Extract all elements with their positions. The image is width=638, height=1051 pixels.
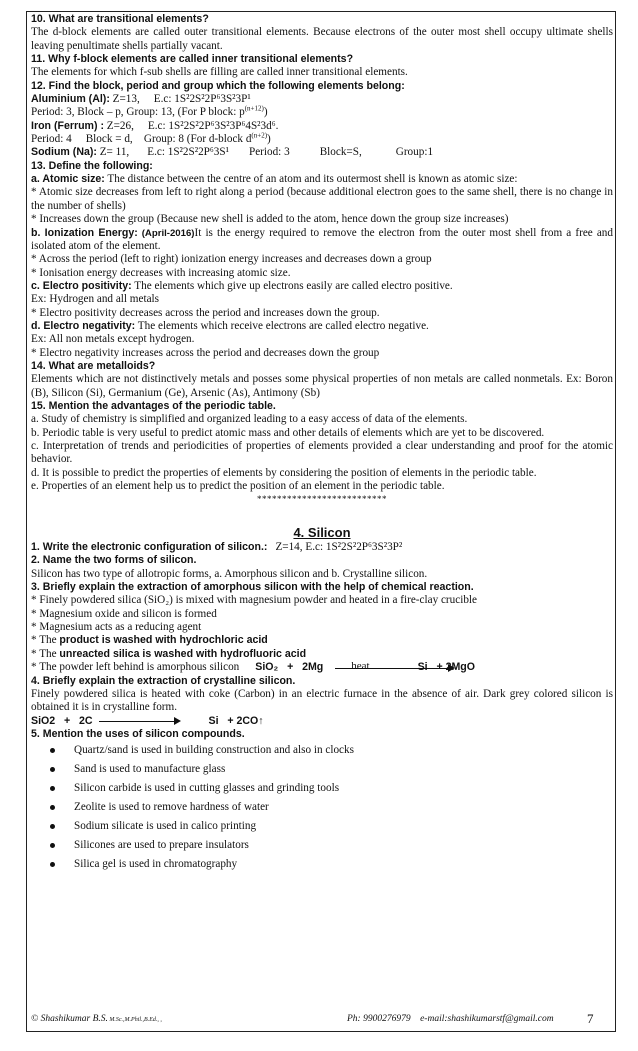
iron-z: Z=26, (106, 119, 134, 132)
q15-title: 15. Mention the advantages of the periodic table. (31, 399, 276, 412)
iron-sup: (n+2) (251, 131, 268, 140)
electronegativity-label: d. Electro negativity: (31, 319, 136, 332)
sodium-period: Period: 3 (248, 146, 290, 159)
sodium-z: Z= 11, (99, 146, 130, 159)
iron-details-text: Period: 4 Block = d, Group: 8 (For d-block d (31, 133, 252, 146)
q10-text: The d-block elements are called outer transitional elements. Because electrons of the outer most shell occupy ultimate shells leaving penultimate shells partially vacant. (31, 26, 613, 52)
electropositivity-label: c. Electro positivity: (31, 279, 132, 292)
q12-title: 12. Find the block, period and group which the following elements belong: (31, 79, 405, 92)
q15-a: a. Study of chemistry is simplified and organized leading to a easy access of data of the elements. (31, 413, 468, 426)
ionization-point-2: * Ionisation energy decreases with increasing atomic size. (31, 266, 291, 279)
list-item-text: Quartz/sand is used in building construction and also in clocks (74, 744, 354, 757)
s3-title: 3. Briefly explain the extraction of amorphous silicon with the help of chemical reaction. (31, 581, 474, 594)
list-item-text: Silicones are used to prepare insulators (74, 839, 249, 852)
iron-details (31, 133, 613, 146)
aluminium-details (31, 106, 613, 119)
electropositivity-def (31, 280, 613, 293)
list-item-text: Sand is used to manufacture glass (74, 763, 226, 776)
atomic-size-point-2: * Increases down the group (Because new shell is added to the atom, hence down the group size increases) (31, 213, 509, 226)
sodium-block: Block=S, (319, 146, 362, 159)
list-item-text: Zeolite is used to remove hardness of water (74, 801, 269, 814)
electronegativity-def (31, 320, 613, 333)
reaction-arrow-icon (99, 717, 181, 725)
s3-line-5 (31, 648, 613, 661)
list-item-text: Silicon carbide is used in cutting glasses and grinding tools (74, 782, 340, 795)
s3-line-4-b: product is washed with hydrochloric acid (59, 634, 268, 647)
q15-c: c. Interpretation of trends and periodicities of properties of elements provided a clear understanding and proof for the atomic behavior. (31, 440, 613, 466)
footer-contact: Ph: 9900276979 e-mail:shashikumarstf@gmail.com (347, 1014, 554, 1024)
list-item (31, 741, 613, 760)
q14-text: Elements which are not distinctively metals and posses some physical properties of non metals are called nonmetals. Ex: Boron (B), Silicon (Si), Germanium (Ge), Arsenic (As), Antimony (Sb) (31, 373, 613, 399)
bullet-icon (50, 843, 55, 848)
amorphous-reaction-right: Si + 2MgO (417, 661, 476, 674)
aluminium-details-text: Period: 3, Block – p, Group: 13, (For P block: p (31, 106, 245, 119)
crystalline-reaction-left: SiO2 + 2C (31, 714, 93, 727)
ionization-april: (April-2016) (137, 227, 195, 239)
ionization-label: b. Ionization Energy: (31, 226, 138, 239)
iron-name: Iron (Ferrum) : (31, 119, 104, 132)
list-item (31, 855, 613, 874)
bullet-icon (50, 767, 55, 772)
s2-text: Silicon has two type of allotropic forms, a. Amorphous silicon and b. Crystalline silicon. (31, 567, 428, 580)
aluminium-name: Aluminium (Al): (31, 93, 110, 106)
atomic-size-text: The distance between the centre of an atom and its outermost shell is known as atomic size: (104, 173, 518, 186)
s3-line-3: * Magnesium acts as a reducing agent (31, 621, 202, 634)
footer-author (31, 1014, 162, 1024)
author-name: © Shashikumar B.S. (31, 1014, 108, 1024)
bullet-icon (50, 824, 55, 829)
aluminium-details-end: ) (263, 106, 268, 119)
list-item (31, 798, 613, 817)
list-item (31, 779, 613, 798)
s4-title: 4. Briefly explain the extraction of crystalline silicon. (31, 674, 296, 687)
iron-config: E.c: 1S²2S²2P⁶3S²3P⁶4S²3d⁶. (147, 119, 279, 132)
iron-line (31, 120, 613, 133)
s3-line-6-text: * The powder left behind is amorphous silicon (31, 661, 240, 674)
electropositivity-point-1: * Electro positivity decreases across the period and increases down the group. (31, 306, 380, 319)
s3-line-4 (31, 634, 613, 647)
electronegativity-point-1: * Electro negativity increases across the period and decreases down the group (31, 346, 380, 359)
iron-details-end: ) (267, 133, 271, 146)
page-number: 7 (587, 1011, 594, 1026)
ionization-point-1: * Across the period (left to right) ionization energy increases and decreases down a group (31, 253, 432, 266)
q11-text: The elements for which f-sub shells are filling are called inner transitional elements. (31, 66, 408, 79)
bullet-icon (50, 862, 55, 867)
q10-title: 10. What are transitional elements? (31, 13, 209, 25)
electronegativity-example: Ex: All non metals except hydrogen. (31, 333, 195, 346)
s2-title: 2. Name the two forms of silicon. (31, 554, 197, 567)
q13-title: 13. Define the following: (31, 159, 153, 172)
section-heading: 4. Silicon (293, 524, 351, 540)
atomic-size-point-1: * Atomic size decreases from left to right along a period (because additional electron goes to the same shell, there is no change in the number of shells) (31, 186, 613, 212)
aluminium-line (31, 93, 613, 106)
electropositivity-text: The elements which give up electrons easily are called electro positive. (131, 279, 453, 292)
author-qualifications: M.Sc.,M.Phil.,B.Ed., , (107, 1017, 162, 1023)
q15-b: b. Periodic table is very useful to predict atomic mass and other details of elements which are yet to be discovered. (31, 426, 545, 439)
list-item (31, 760, 613, 779)
s1-line (31, 541, 613, 554)
aluminium-config: E.c: 1S²2S²2P⁶3S²3P¹ (153, 93, 251, 106)
bullet-icon (50, 786, 55, 791)
aluminium-z: Z=13, (112, 93, 140, 106)
s5-title: 5. Mention the uses of silicon compounds. (31, 727, 245, 740)
sodium-group: Group:1 (395, 146, 434, 159)
sodium-name: Sodium (Na): (31, 146, 97, 159)
uses-list (31, 741, 613, 874)
electropositivity-example: Ex: Hydrogen and all metals (31, 293, 160, 306)
document-body (31, 13, 613, 874)
atomic-size-label: a. Atomic size: (31, 173, 105, 186)
crystalline-reaction-right: Si + 2CO↑ (208, 714, 264, 727)
s1-text: Z=14, E.c: 1S²2S²2P⁶3S²3P² (275, 541, 403, 554)
heat-label: heat (351, 660, 370, 673)
bullet-icon (50, 805, 55, 810)
electronegativity-text: The elements which receive electrons are called electro negative. (135, 319, 429, 332)
aluminium-sup: (n+12) (244, 104, 264, 113)
q11-title: 11. Why f-block elements are called inner transitional elements? (31, 53, 354, 66)
ionization-text: It is the energy required to remove the electron from the outer most shell from a free and isolated atom of the element. (31, 226, 613, 252)
s3-line-5-a: * The (31, 647, 60, 660)
sodium-config: E.c: 1S²2S²2P⁶3S¹ (147, 146, 229, 159)
list-item-text: Silica gel is used in chromatography (74, 858, 238, 871)
s3-line-6 (31, 661, 613, 674)
list-item (31, 817, 613, 836)
s1-title: 1. Write the electronic configuration of silicon.: (31, 541, 268, 554)
q14-title: 14. What are metalloids? (31, 359, 156, 372)
ionization-def (31, 227, 613, 254)
atomic-size-def (31, 173, 613, 186)
list-item-text: Sodium silicate is used in calico printing (74, 820, 257, 833)
s3-line-1: * Finely powdered silica (SiO₂) is mixed with magnesium powder and heated in a fire-clay crucible (31, 594, 477, 607)
sodium-line (31, 146, 613, 159)
s4-reaction (31, 715, 613, 728)
list-item (31, 836, 613, 855)
q15-e: e. Properties of an element help us to predict the position of an element in the periodic table. (31, 480, 445, 493)
s3-line-4-a: * The (31, 634, 60, 647)
amorphous-reaction-left: SiO₂ + 2Mg (255, 661, 324, 674)
q15-d: d. It is possible to predict the properties of elements by considering the position of elements in the periodic table. (31, 466, 537, 479)
s3-line-5-b: unreacted silica is washed with hydrofluoric acid (59, 647, 307, 660)
bullet-icon (50, 748, 55, 753)
s3-line-2: * Magnesium oxide and silicon is formed (31, 607, 217, 620)
s4-text: Finely powdered silica is heated with coke (Carbon) in an electric furnace in the absence of air. Dark grey colored silicon is obtained it is in crystalline form. (31, 687, 613, 714)
star-divider: ************************** (257, 494, 387, 505)
